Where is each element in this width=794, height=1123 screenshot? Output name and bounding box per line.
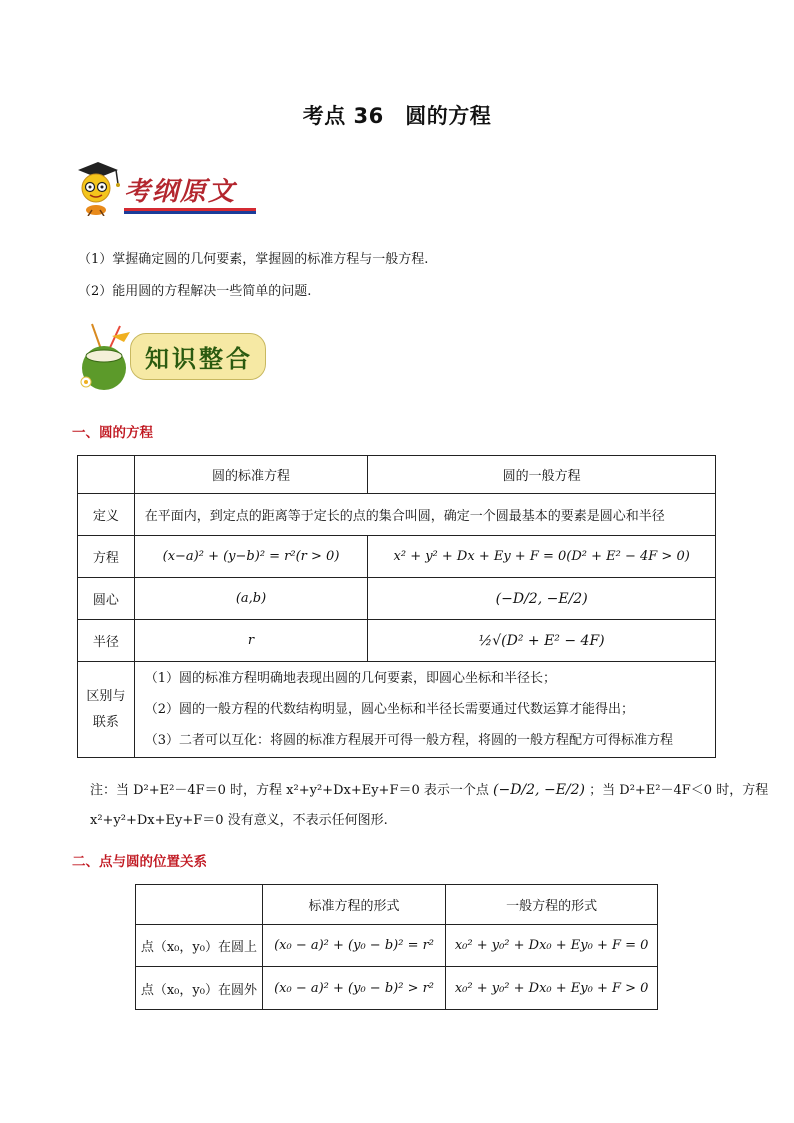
table-row xyxy=(78,536,716,578)
table-header-row xyxy=(136,885,658,925)
standard-equation: (x−a)² + (y−b)² = r²(r > 0) xyxy=(162,549,340,564)
table-row xyxy=(136,925,658,967)
table-header-cell xyxy=(78,456,135,494)
badge-underline xyxy=(124,208,256,214)
knowledge-badge-label: 知识整合 xyxy=(145,344,253,373)
difference-item: （3）二者可以互化：将圆的标准方程展开可得一般方程，将圆的一般方程配方可得标准方程 xyxy=(144,733,673,748)
general-form: x₀² + y₀² + Dx₀ + Ey₀ + F = 0 xyxy=(454,938,649,953)
standard-form: (x₀ − a)² + (y₀ − b)² > r² xyxy=(274,980,435,996)
table-row xyxy=(136,967,658,1010)
note-paragraph xyxy=(90,775,769,836)
row-label: 定义 xyxy=(78,494,135,536)
note-text: x²+y²+Dx+Ey+F＝0 没有意义，不表示任何图形. xyxy=(90,813,388,828)
section-heading: 二、点与圆的位置关系 xyxy=(72,854,207,870)
row-label: 半径 xyxy=(78,620,135,662)
definition-cell: 在平面内，到定点的距离等于定长的点的集合叫圆，确定一个圆最基本的要素是圆心和半径 xyxy=(134,494,715,536)
table-row xyxy=(78,578,716,620)
difference-item: （2）圆的一般方程的代数结构明显，圆心坐标和半径长需要通过代数运算才能得出； xyxy=(144,702,634,717)
general-radius: ½√(D² + E² − 4F) xyxy=(478,632,605,649)
table-header-cell: 一般方程的形式 xyxy=(446,885,658,925)
table-header-cell: 标准方程的形式 xyxy=(262,885,446,925)
table-row xyxy=(78,662,716,758)
point-position-table xyxy=(135,884,658,1010)
general-equation: x² + y² + Dx + Ey + F = 0(D² + E² − 4F > 0) xyxy=(393,549,690,564)
row-label xyxy=(78,662,135,758)
coconut-drink-icon xyxy=(72,322,138,392)
row-label: 点（x₀，y₀）在圆外 xyxy=(136,967,263,1010)
table-header-cell xyxy=(136,885,263,925)
row-label: 方程 xyxy=(78,536,135,578)
general-form: x₀² + y₀² + Dx₀ + Ey₀ + F > 0 xyxy=(454,980,649,996)
table-row xyxy=(78,620,716,662)
general-center: (−D/2, −E/2) xyxy=(495,590,588,607)
knowledge-badge xyxy=(72,322,266,392)
difference-item: （1）圆的标准方程明确地表现出圆的几何要素，即圆心坐标和半径长； xyxy=(144,671,556,686)
table-row xyxy=(78,494,716,536)
standard-radius: r xyxy=(247,633,255,648)
note-point: (−D/2, −E/2) xyxy=(493,782,585,798)
page-title: 考点 36 圆的方程 xyxy=(302,104,492,128)
syllabus-badge-label: 考纲原文 xyxy=(124,177,237,207)
row-label: 点（x₀，y₀）在圆上 xyxy=(136,925,263,967)
note-text: 注：当 D²+E²－4F＝0 时，方程 x²+y²+Dx+Ey+F＝0 表示一个点 xyxy=(90,783,489,798)
note-text: ；当 D²+E²－4F＜0 时，方程 xyxy=(589,783,769,798)
row-label: 圆心 xyxy=(78,578,135,620)
standard-center: (a,b) xyxy=(235,591,267,606)
circle-equation-table xyxy=(77,455,716,758)
section-heading: 一、圆的方程 xyxy=(72,425,153,441)
syllabus-item: （2）能用圆的方程解决一些简单的问题. xyxy=(78,284,312,299)
scholar-mascot-icon xyxy=(72,160,122,216)
row-label-part: 区别与 xyxy=(86,688,126,704)
difference-cell xyxy=(134,662,715,758)
table-header-cell: 圆的标准方程 xyxy=(134,456,368,494)
table-header-cell: 圆的一般方程 xyxy=(368,456,716,494)
syllabus-badge xyxy=(72,160,256,216)
table-header-row xyxy=(78,456,716,494)
row-label-part: 联系 xyxy=(92,714,119,730)
standard-form: (x₀ − a)² + (y₀ − b)² = r² xyxy=(274,938,435,953)
syllabus-item: （1）掌握确定圆的几何要素，掌握圆的标准方程与一般方程. xyxy=(78,252,429,267)
